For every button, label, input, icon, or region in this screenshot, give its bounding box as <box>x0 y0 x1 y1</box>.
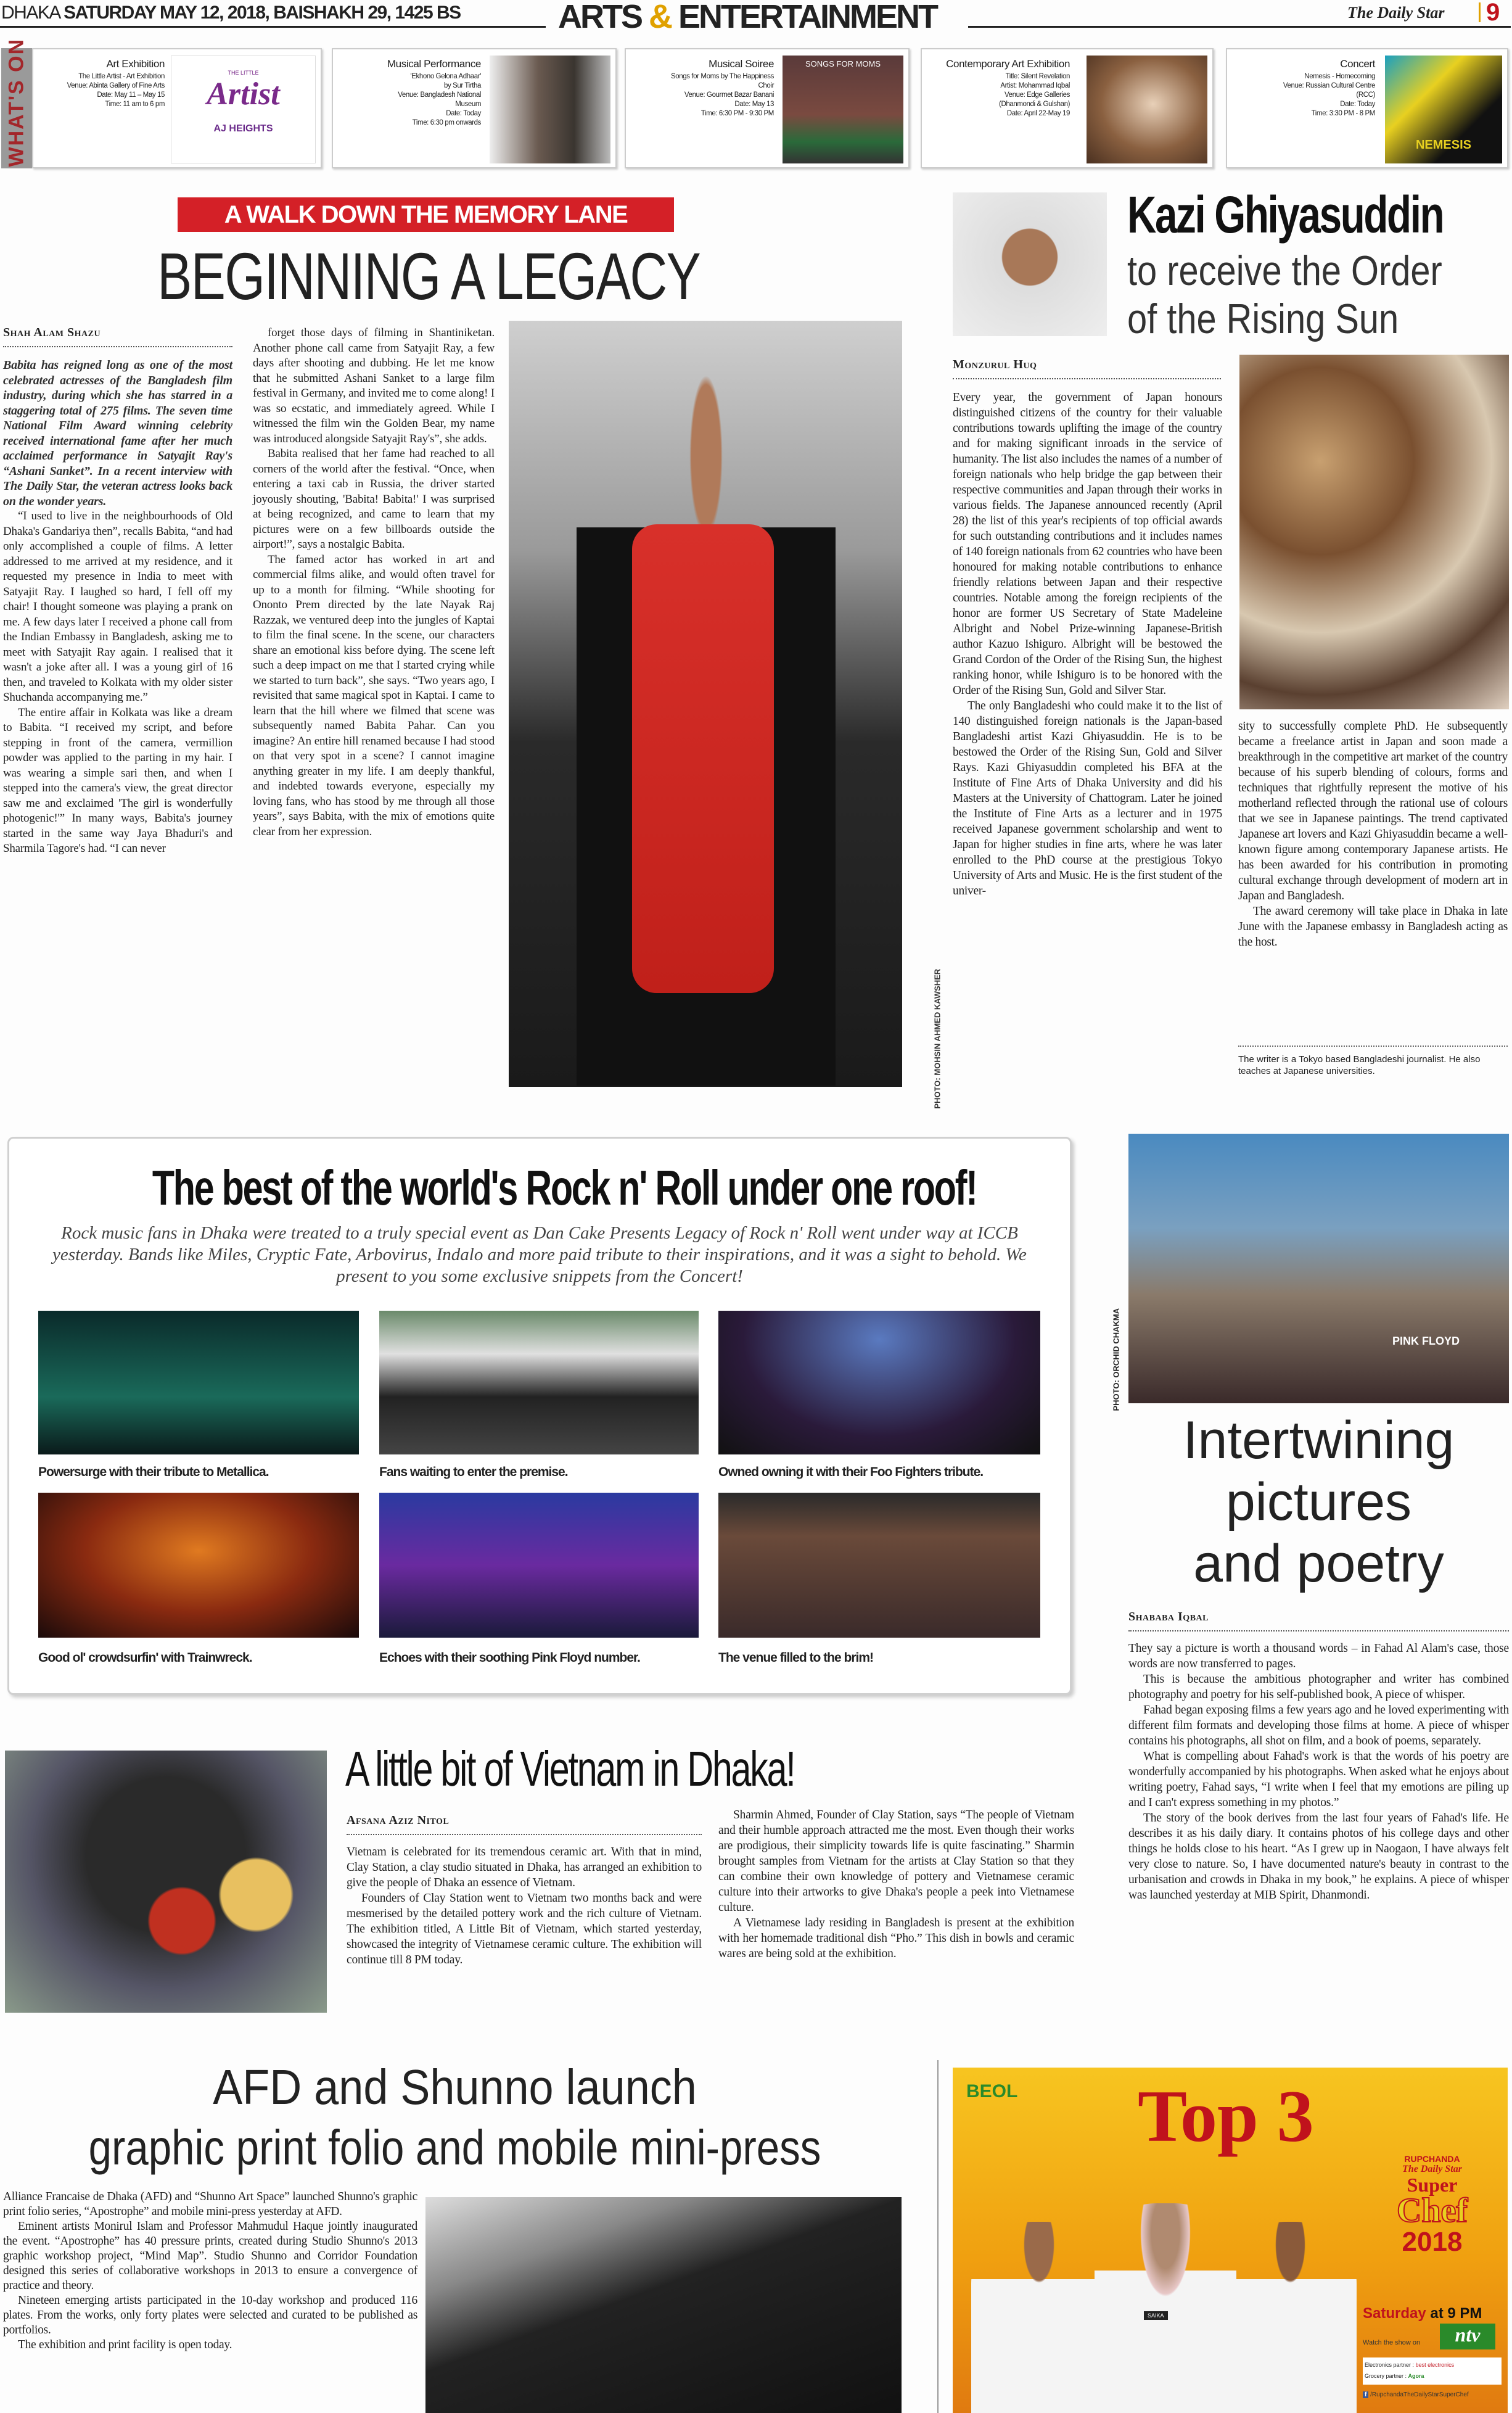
card-line: Nemesis - Homecoming <box>1304 73 1375 80</box>
paragraph: Vietnam is celebrated for its tremendous ceramic art. With that in mind, Clay Station, a clay studio situated in Dhaka, has arranged an exhibition to give the people of Dhaka an essence of Vietnam. <box>347 1846 702 1889</box>
kazi-column-2 <box>1238 719 1508 950</box>
afd-title <box>0 2057 910 2178</box>
card-title: Concert <box>1340 58 1375 70</box>
whats-on-card-1[interactable] <box>32 48 322 168</box>
header-rule-left <box>0 26 546 28</box>
ad-schedule <box>1363 2305 1482 2322</box>
paragraph: The story of the book derives from the last four years of Fahad's life. He describes it as his daily diary. It contains photos of his college days and other things he holds close to his heart. “As I grew up in Naogaon, I have always felt very close to nature. So, I have documented nature's beauty in contrast to the urbanisation and crowds in Dhaka in my book,” he explains. A piece of whisper was launched yesterday at MIB Spirit, Dhanmondi. <box>1128 1812 1509 1902</box>
card-line: Venue: Russian Cultural Centre <box>1283 82 1375 89</box>
kicker-banner: A WALK DOWN THE MEMORY LANE <box>178 197 674 232</box>
card-line: Date: May 11 – May 15 <box>97 91 165 99</box>
ad-partners <box>1363 2357 1502 2385</box>
paragraph: Sharmin Ahmed, Founder of Clay Station, says “The people of Vietnam and their humble approach attracted me the most. Even though their works are prodigious, their simplicity towards life is quite fascinating.” Sharmin brought samples from Vietnam for the artists at Clay Station so that they can combine their own knowledge of pottery and Vietnamese ceramic culture into their artworks to give Dhaka's people a peek into Vietnamese culture. <box>718 1809 1074 1914</box>
paragraphs <box>953 390 1222 899</box>
card-line: Venue: Abinta Gallery of Fine Arts <box>67 82 165 89</box>
painting-image <box>1087 56 1207 163</box>
poster-subtitle: THE LITTLE <box>228 70 259 76</box>
paragraph: Eminent artists Monirul Islam and Professor Mahmudul Haque jointly inaugurated the event. “Apostrophe” has 40 pressure prints, created during Studio Shunno's 2013 graphic workshop project, “Mind Map”. Studio Shunno and Corridor Foundation designed this series of collaborative workshops in 2013 to ensure a convergence of practice and theory. <box>3 2220 417 2292</box>
card-line: Date: Today <box>446 110 481 117</box>
paragraphs <box>1128 1641 1509 1903</box>
babita-photo-credit: PHOTO: MOHSIN AHMED KAWSHER <box>932 968 942 1109</box>
facebook-handle: /RupchandaTheDailyStarSuperChef <box>1370 2391 1469 2398</box>
card-title: Art Exhibition <box>106 58 165 70</box>
babita-headline-wrap <box>74 237 783 315</box>
partner-best-electronics: best electronics <box>1415 2362 1455 2368</box>
name-tag: SAIKA <box>1144 2311 1168 2320</box>
paragraph: Founders of Clay Station went to Vietnam two months back and were mesmerised by the detailed pottery work and the rich culture of Vietnam. The exhibition titled, A Little Bit of Vietnam, which started yesterday, showcased the integrity of Vietnamese ceramic culture. The exhibition will continue till 8 PM today. <box>347 1892 702 1966</box>
little-artist-poster <box>171 56 316 163</box>
paragraph: Babita realised that her fame had reached to all corners of the world after the festival. “Once, when entering a taxi cab in Russia, the driver started joyously shouting, 'Babita! Babita!' I was surprised at being recognized, and came to learn that my pictures were on a few billboards outside the airport!”, says a nostalgic Babita. <box>253 447 495 551</box>
card-line: The Little Artist - Art Exhibition <box>78 73 165 80</box>
babita-byline: Shah Alam Shazu <box>3 326 232 347</box>
ad-time: at 9 PM <box>1430 2305 1482 2322</box>
poetry-title-line: Intertwining <box>1183 1411 1455 1470</box>
card-line: Date: May 13 <box>734 101 774 108</box>
babita-photo <box>509 321 902 1087</box>
ad-day: Saturday <box>1363 2305 1426 2322</box>
rock-photo-echoes <box>379 1493 699 1638</box>
poetry-title-line: pictures <box>1225 1472 1412 1532</box>
section-title-amp: & <box>649 0 672 35</box>
paragraph: Fahad began exposing films a few years ago and he loved experimenting with different film formats and developing those films at home. A piece of whisper contains his photographs, all shot on film, and a book of poems, separately. <box>1128 1704 1509 1747</box>
card-line: Time: 6:30 pm onwards <box>412 119 481 126</box>
poetry-photo <box>1128 1134 1509 1403</box>
kazi-subtitle-2: of the Rising Sun <box>1127 295 1399 342</box>
rock-title: The best of the world's Rock n' Roll under one roof! <box>152 1160 977 1215</box>
card-line: Time: 3:30 PM - 8 PM <box>1311 110 1375 117</box>
card-line: Date: Today <box>1340 101 1375 108</box>
column-divider <box>937 2060 939 2413</box>
dateline-city: DHAKA <box>1 2 60 23</box>
whats-on-card-5[interactable] <box>1226 48 1508 168</box>
card-line: (Dhanmondi & Gulshan) <box>999 101 1070 108</box>
rock-photo-venue <box>718 1493 1040 1638</box>
logo-chef: Chef <box>1396 2192 1468 2230</box>
ad-headline: Top 3 <box>1138 2075 1314 2157</box>
super-chef-logo <box>1363 2154 1502 2258</box>
card-line: Artist: Mohammad Iqbal <box>1000 82 1070 89</box>
card-line: (RCC) <box>1356 91 1375 99</box>
babita-intro: Babita has reigned long as one of the most celebrated actresses of the Bangladesh film industry, during which she has starred in a staggering total of 275 films. The seven time National Film Award winning celebrity received international fame after her much acclaimed performance in Satyajit Ray's “Ashani Sanket”. In a recent interview with The Daily Star, the veteran actress looks back on the wonder years. <box>3 358 232 508</box>
red-scarf <box>632 524 774 993</box>
paragraphs <box>718 1807 1074 1961</box>
page-number: 9 <box>1486 0 1500 26</box>
poster-title: NEMESIS <box>1415 138 1472 152</box>
whats-on-card-2[interactable] <box>332 48 617 168</box>
afd-body <box>3 2190 417 2353</box>
chef-3 <box>1224 2222 1357 2413</box>
babita-column-2 <box>253 326 495 839</box>
babita-column-1 <box>3 358 232 857</box>
paragraph: A Vietnamese lady residing in Bangladesh is present at the exhibition with her homemade traditional dish “Pho.” This dish in bowls and ceramic wares are being sold at the exhibition. <box>718 1916 1074 1960</box>
poster-title: SONGS FOR MOMS <box>805 59 881 68</box>
kazi-portrait <box>953 192 1107 336</box>
paragraphs <box>1238 719 1508 950</box>
paragraph: The award ceremony will take place in Dhaka in late June with the Japanese embassy in Bangladesh acting as the host. <box>1238 905 1508 949</box>
logo-daily-star: The Daily Star <box>1402 2164 1462 2174</box>
vietnam-column-2 <box>718 1807 1074 1961</box>
paragraph: The entire affair in Kolkata was like a dream to Babita. “I received my script, and before stepping in front of the camera, vermillion powder was applied to the parting in my hair. I was wearing a simple sari then, and when I stepped into the camera's view, the great director saw me and exclaimed 'The girl is wonderfully photogenic!'” In many ways, Babita's journey started in the same way Jaya Bhaduri's and Sharmila Tagore's had. “I can never <box>3 706 232 855</box>
facebook-icon: f <box>1363 2391 1368 2398</box>
section-title <box>558 0 937 36</box>
rock-caption: Fans waiting to enter the premise. <box>379 1465 568 1479</box>
kazi-writer-note: The writer is a Tokyo based Bangladeshi journalist. He also teaches at Japanese universities. <box>1238 1054 1481 1076</box>
card-line: by Sur Tirtha <box>444 82 481 89</box>
afd-title-line: graphic print folio and mobile mini-press <box>88 2120 821 2175</box>
paragraphs <box>3 2190 417 2353</box>
paragraph: The famed actor has worked in art and commercial films alike, and would often travel for up to a month for filming. “While shooting for Ononto Prem directed by the late Nayak Raj Razzak, we ventured deep into the jungles of Kaptai to film the final scene. In the scene, our characters share an emotional kiss before dying. The scene left such a deep impact on me that I started crying while we started to turn back”, she says. “Two years ago, I revisited that same magical spot in Kaptai. I came to learn that the hill where we filmed that scene was subsequently named Babita Pahar. Can you imagine? An entire hill renamed because I had stood on that very spot in a scene? I cannot imagine anything greater in my life. I am deeply thankful, and indebted towards everyone, especially my loving fans, who has stood by me through all those years”, says Babita, with the mix of emotions quite clear from her expression. <box>253 553 495 838</box>
logo-rupchanda: RUPCHANDA <box>1404 2154 1460 2164</box>
ad-watch-label: Watch the show on <box>1363 2339 1421 2346</box>
rock-photo-fans <box>379 1311 699 1454</box>
kazi-note-rule <box>1238 1046 1508 1047</box>
tagore-portrait-image <box>490 56 610 163</box>
section-title-b: ENTERTAINMENT <box>678 0 937 35</box>
paragraphs <box>3 509 232 857</box>
kazi-title: Kazi Ghiyasuddin <box>1127 186 1444 244</box>
kazi-subtitle-1: to receive the Order <box>1127 247 1442 294</box>
super-chef-ad[interactable] <box>953 2068 1508 2413</box>
whats-on-label: WHAT'S ON <box>4 38 28 167</box>
card-line: Museum <box>455 101 481 108</box>
rock-photo-owned <box>718 1311 1040 1454</box>
logo-year: 2018 <box>1402 2227 1463 2257</box>
paragraph: The exhibition and print facility is open today. <box>18 2338 232 2351</box>
paragraph: What is compelling about Fahad's work is that the words of his poetry are wonderfully accompanied by his photographs. When asked what he enjoys about writing poetry, Fahad says, “I write when I feel that my emotions are piling up and I can't express something in my photos.” <box>1128 1750 1509 1809</box>
kazi-painting <box>1239 355 1509 709</box>
ntv-logo: ntv <box>1440 2324 1495 2349</box>
rock-title-wrap <box>7 1160 1072 1216</box>
poetry-body <box>1128 1641 1509 1903</box>
poetry-title <box>1128 1409 1509 1594</box>
card-line: Choir <box>758 82 774 89</box>
card-line: Venue: Gourmet Bazar Banani <box>684 91 774 99</box>
paragraphs <box>253 326 495 839</box>
card-line: Date: April 22-May 19 <box>1006 110 1070 117</box>
paragraph: forget those days of filming in Shantiniketan. Another phone call came from Satyajit Ray, a few days after shooting and dubbing. He let me know that he submitted Ashani Sanket to a large film festival in Germany, and invited me to come along! I was so ecstatic, and immediately agreed. While I witnessed the film win the Golden Bear, my name was introduced alongside Satyajit Ray's”, she adds. <box>253 326 495 445</box>
afd-print-photo <box>425 2197 902 2413</box>
paragraph: The only Bangladeshi who could make it to the list of 140 distinguished foreign nationals is the Japan-based Bangladeshi artist Kazi Ghiyasuddin. He is to be bestowed the Order of the Rising Sun, Gold and Silver Rays. Kazi Ghiyasuddin completed his BFA at the Institute of Fine Arts of Dhaka University and did his Masters at the University of Chattogram. Later he joined the Institute of Fine Arts as a lecturer and in 1975 received Japanese government scholarship and went to Japan for higher studies in fine arts, where he was later enrolled to the PhD course at the prestigious Tokyo University of Arts and Music. He is the first student of the univer- <box>953 699 1222 897</box>
paragraph: Alliance Francaise de Dhaka (AFD) and “Shunno Art Space” launched Shunno's graphic print folio series, “Apostrophe” and mobile mini-press yesterday at AFD. <box>3 2190 417 2218</box>
paragraph: They say a picture is worth a thousand words – in Fahad Al Alam's case, those words are now transferred to pages. <box>1128 1642 1509 1670</box>
kazi-byline: Monzurul Huq <box>953 358 1221 379</box>
rock-intro: Rock music fans in Dhaka were treated to a truly special event as Dan Cake Presents Legacy of Rock n' Roll went under way at ICCB yesterday. Bands like Miles, Cryptic Fate, Arbovirus, Indalo and more paid tribute to their inspirations, and it was a sight to behold. We present to you some exclusive snippets from the Concert! <box>52 1223 1027 1286</box>
poster-venue: AJ HEIGHTS <box>213 123 273 134</box>
card-line: Time: 11 am to 6 pm <box>105 101 165 108</box>
rock-photo-trainwreck <box>38 1493 359 1638</box>
dateline-date: SATURDAY MAY 12, 2018, BAISHAKH 29, 1425 BS <box>64 2 461 23</box>
section-title-a: ARTS <box>558 0 641 35</box>
card-line: Songs for Moms by The Happiness <box>670 73 774 80</box>
rock-caption: The venue filled to the brim! <box>718 1651 874 1665</box>
paragraph: sity to successfully complete PhD. He subsequently became a freelance artist in Japan and soon made a breakthrough in the competitive art market of the country because of his superb blending of colours, forms and techniques that rightfully represent the motive of his motherland reflected through the rational use of colours that we see in Japanese paintings. The trend captivated Japanese art lovers and Kazi Ghiyasuddin became a well-known figure among contemporary Japanese artists. He has been awarded for his contribution in promoting cultural exchange through development of modern art in Japan and Bangladesh. <box>1238 720 1508 902</box>
choir-poster-image <box>783 56 903 163</box>
paragraph: Every year, the government of Japan honours distinguished citizens of the country for their valuable contributions towards uplifting the image of the country and for making significant inroads in the service of humanity. The list also includes the names of a number of foreign nationals who help bridge the gap between their respective communities and Japan through their works in various fields. The Japanese announced recently (April 28) the list of this year's recipients of top official awards for such outstanding contributions and it includes names of 140 foreign nationals from 62 countries who have been honoured for making notable contributions to enhance friendly relations between Japan and their respective countries. Notable among the foreign recipients of the honor are former US Secretary of State Madeleine Albright and Nobel Prize-winning Japanese-British author Kazuo Ishiguro. Albright will be bestowed the Grand Cordon of the Order of the Rising Sun, the highest ranking honor, while Ishiguro is to be honored with the Order of the Rising Sun, Gold and Silver Star. <box>953 391 1222 697</box>
rock-caption: Echoes with their soothing Pink Floyd number. <box>379 1651 640 1665</box>
card-line: Venue: Edge Galleries <box>1004 91 1070 99</box>
poetry-byline: Shababa Iqbal <box>1128 1610 1509 1631</box>
rock-caption: Owned owning it with their Foo Fighters tribute. <box>718 1465 984 1479</box>
daily-star-logo[interactable]: The Daily Star <box>1347 4 1445 22</box>
vietnam-title: A little bit of Vietnam in Dhaka! <box>345 1741 795 1796</box>
chef-2 <box>1095 2203 1236 2413</box>
partner-label: Grocery partner : <box>1365 2373 1407 2379</box>
paragraphs <box>347 1844 702 1968</box>
paragraph: Nineteen emerging artists participated in the 10-day workshop and produced 116 plates. From the works, only forty plates were selected and curated to be published as portfolios. <box>3 2294 417 2337</box>
partner-label: Electronics partner : <box>1365 2362 1415 2368</box>
dateline <box>1 2 461 23</box>
logo-super: Super <box>1407 2174 1458 2196</box>
poetry-title-line: and poetry <box>1193 1534 1444 1593</box>
rock-photo-powersurge <box>38 1311 359 1454</box>
paragraph: This is because the ambitious photographer and writer has combined photography and poetry for his self-published book, A piece of whisper. <box>1128 1673 1509 1701</box>
card-title: Contemporary Art Exhibition <box>946 58 1070 70</box>
partner-agora: Agora <box>1408 2373 1424 2379</box>
poster-title: Artist <box>207 76 280 112</box>
rock-caption: Good ol' crowdsurfin' with Trainwreck. <box>38 1651 252 1665</box>
card-title: Musical Soiree <box>709 58 774 70</box>
card-title: Musical Performance <box>387 58 481 70</box>
card-line: 'Ekhono Gelona Adhaar' <box>410 73 481 80</box>
pink-floyd-sign: PINK FLOYD <box>1392 1335 1460 1347</box>
whats-on-label-bar <box>1 38 32 168</box>
nemesis-poster-image <box>1385 56 1502 163</box>
afd-title-line: AFD and Shunno launch <box>213 2060 697 2114</box>
header-rule-right <box>968 26 1511 28</box>
whats-on-card-4[interactable] <box>921 48 1214 168</box>
chef-1 <box>971 2222 1107 2413</box>
ad-facebook <box>1363 2391 1469 2398</box>
poetry-photo-credit: PHOTO: ORCHID CHAKMA <box>1111 1308 1121 1411</box>
vietnam-byline: Afsana Aziz Nitol <box>347 1813 702 1835</box>
vietnam-photo <box>5 1751 327 2013</box>
beol-logo: BEOL <box>966 2081 1018 2102</box>
rock-caption: Powersurge with their tribute to Metallica. <box>38 1465 269 1479</box>
whats-on-card-3[interactable] <box>625 48 910 168</box>
vietnam-column-1 <box>347 1844 702 1968</box>
header-divider <box>1479 2 1481 22</box>
card-line: Time: 6:30 PM - 9:30 PM <box>701 110 774 117</box>
card-line: Title: Silent Revelation <box>1005 73 1070 80</box>
kazi-column-1 <box>953 390 1222 899</box>
card-line: Venue: Bangladesh National <box>398 91 481 99</box>
paragraph: “I used to live in the neighbourhoods of Old Dhaka's Gandariya then”, recalls Babita, “and had only accomplished a couple of films. A letter addressed to me arrived at my residence, and it requested my presence in India to meet with Satyajit Ray. I laughed so hard, I fell off my chair! I thought someone was playing a prank on me. A few days later I received a phone call from the Indian Embassy in Bangladesh, asking me to meet with Satyajit Ray again. I realised that it wasn't a joke after all. I was a young girl of 16 then, and traveled to Kolkata with my older sister Shuchanda accompanying me.” <box>3 509 232 704</box>
babita-headline: BEGINNING A LEGACY <box>157 239 701 313</box>
